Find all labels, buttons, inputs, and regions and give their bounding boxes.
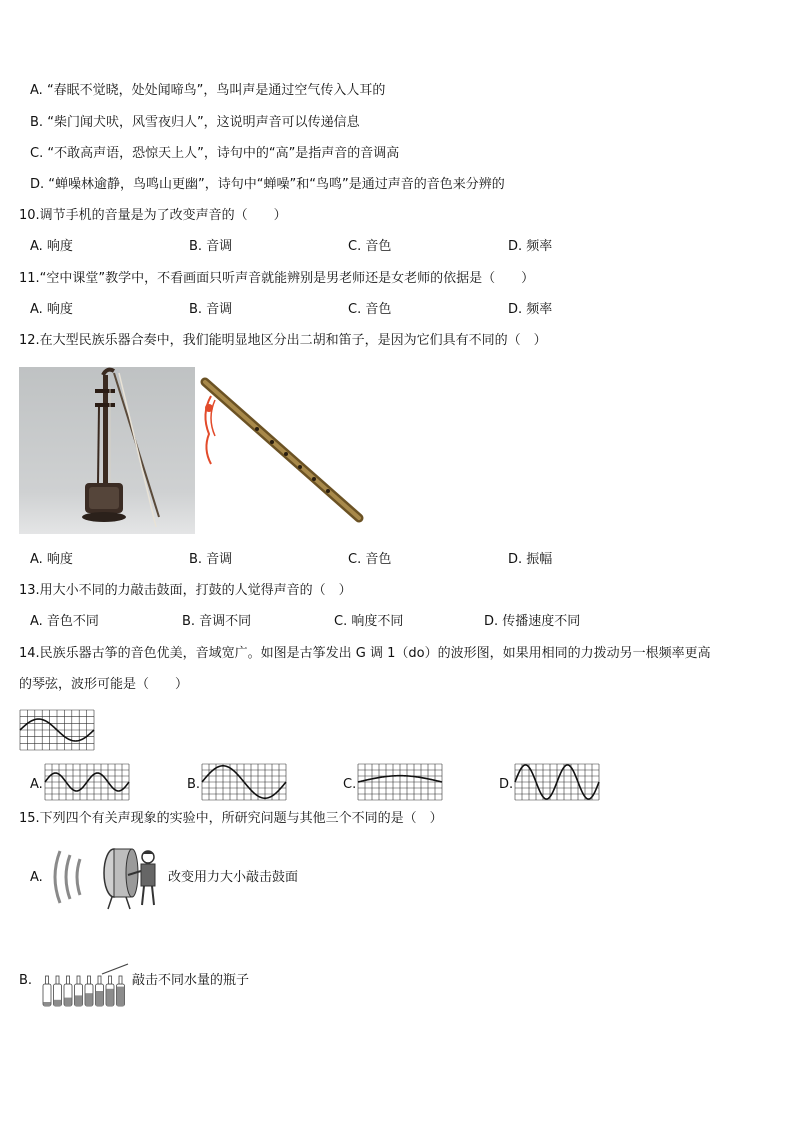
waveform-option-c <box>357 763 443 801</box>
drum-experiment-image <box>50 843 162 911</box>
q14-option-c-letter: C. <box>343 777 357 792</box>
q15-option-a-letter: A. <box>30 870 43 885</box>
q11-option-d: D. 频率 <box>508 302 553 317</box>
q12-option-c: C. 音色 <box>348 552 392 567</box>
q9-option-b <box>30 114 360 132</box>
bottle <box>75 976 83 1006</box>
q11-stem: 11.“空中课堂”教学中，不看画面只听声音就能辨别是男老师还是女老师的依据是（ ） <box>19 271 535 286</box>
reference-waveform <box>19 709 95 751</box>
q14-stem-line1: 14.民族乐器古筝的音色优美，音域宽广。如图是古筝发出 G 调 1（do）的波形图，如果用相同的力拨动另一根频率更高 <box>19 646 711 661</box>
q10-stem: 10.调节手机的音量是为了改变声音的（ ） <box>19 208 287 223</box>
bottle <box>85 976 93 1006</box>
q15-option-b-text: 敲击不同水量的瓶子 <box>132 973 250 988</box>
waveform-grid <box>358 764 442 800</box>
q10-option-d: D. 频率 <box>508 239 553 254</box>
option-text: “柴门闻犬吠，风雪夜归人”，这说明声音可以传递信息 <box>47 115 360 130</box>
q14-option-a-letter: A. <box>30 777 43 792</box>
striking-stick <box>102 964 128 974</box>
q11-option-b: B. 音调 <box>189 302 233 317</box>
bottle <box>43 976 51 1006</box>
q14-option-b-letter: B. <box>187 777 201 792</box>
q9-option-c <box>30 145 399 163</box>
bottle <box>96 976 104 1006</box>
flute-image <box>197 374 369 524</box>
q12-stem: 12.在大型民族乐器合奏中，我们能明显地区分出二胡和笛子，是因为它们具有不同的（ ） <box>19 333 547 348</box>
q13-option-d: D. 传播速度不同 <box>484 614 581 629</box>
bottles-experiment-image <box>40 962 130 1008</box>
q9-option-d <box>30 176 505 194</box>
bottle <box>64 976 72 1006</box>
option-text: “不敢高声语，恐惊天上人”，诗句中的“高”是指声音的音调高 <box>47 146 400 161</box>
q10-option-a: A. 响度 <box>30 239 73 254</box>
bottle <box>117 976 125 1006</box>
q11-option-c: C. 音色 <box>348 302 392 317</box>
q13-option-c: C. 响度不同 <box>334 614 404 629</box>
option-letter: B. <box>30 115 44 130</box>
option-letter: C. <box>30 146 44 161</box>
waveform-option-b <box>201 763 287 801</box>
q13-option-a: A. 音色不同 <box>30 614 99 629</box>
q13-stem: 13.用大小不同的力敲击鼓面，打鼓的人觉得声音的（ ） <box>19 583 352 598</box>
option-text: “蝉噪林逾静，鸟鸣山更幽”，诗句中“蝉噪”和“鸟鸣”是通过声音的音色来分辨的 <box>48 177 505 192</box>
q13-option-b: B. 音调不同 <box>182 614 252 629</box>
option-text: “春眠不觉晓，处处闻啼鸟”，鸟叫声是通过空气传入人耳的 <box>46 83 386 98</box>
bottle <box>106 976 114 1006</box>
option-letter: A. <box>30 83 43 98</box>
q15-stem: 15.下列四个有关声现象的实验中，所研究问题与其他三个不同的是（ ） <box>19 811 443 826</box>
q10-option-b: B. 音调 <box>189 239 233 254</box>
q15-option-a-text: 改变用力大小敲击鼓面 <box>168 870 299 885</box>
q14-stem-line2: 的琴弦，波形可能是（ ） <box>19 677 189 692</box>
q15-option-b-letter: B. <box>19 973 33 988</box>
bottle <box>54 976 62 1006</box>
waveform-option-a <box>44 763 130 801</box>
q10-option-c: C. 音色 <box>348 239 392 254</box>
q12-option-b: B. 音调 <box>189 552 233 567</box>
waveform-option-d <box>514 763 600 801</box>
erhu-image <box>19 367 195 534</box>
q11-option-a: A. 响度 <box>30 302 73 317</box>
q12-option-a: A. 响度 <box>30 552 73 567</box>
q12-option-d: D. 振幅 <box>508 552 553 567</box>
q9-option-a <box>30 82 385 100</box>
q14-option-d-letter: D. <box>499 777 514 792</box>
option-letter: D. <box>30 177 45 192</box>
